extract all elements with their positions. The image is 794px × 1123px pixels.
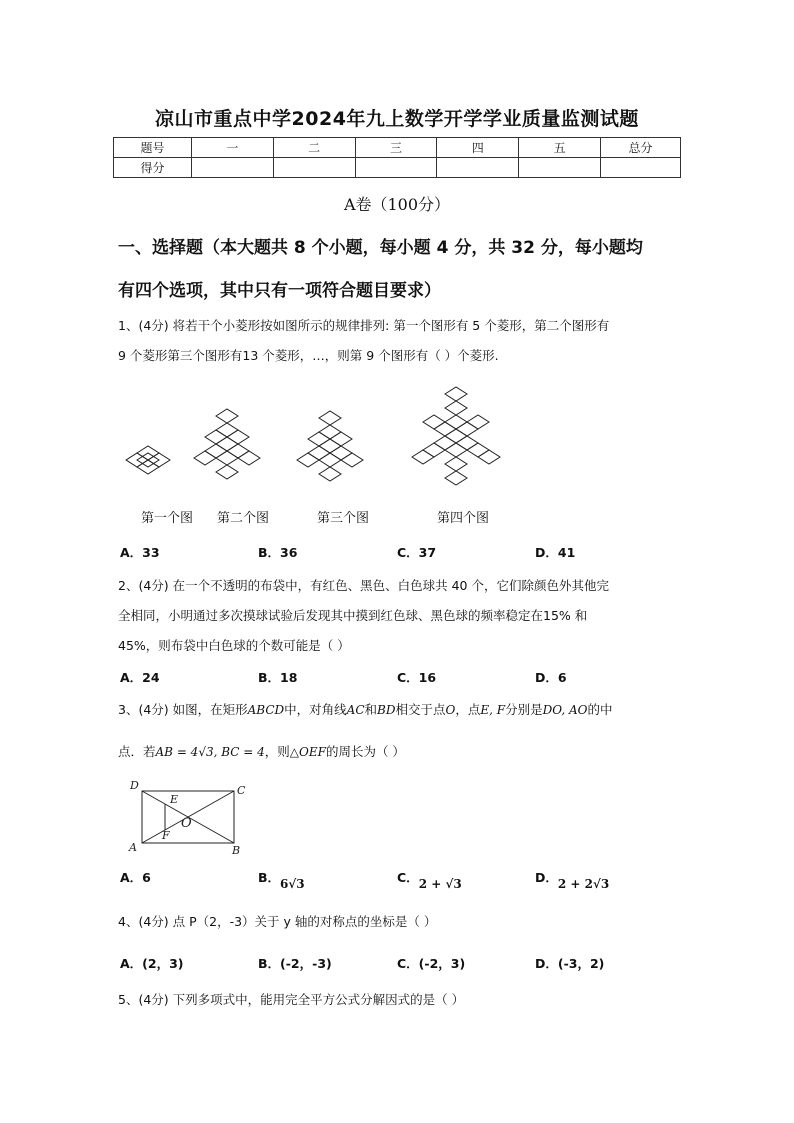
rhombus-shape bbox=[434, 422, 456, 436]
q3-text: 中，对角线 bbox=[284, 702, 347, 717]
rhombus-shape bbox=[319, 439, 341, 453]
score-blank-cell bbox=[273, 158, 355, 178]
q3-text: ，则 bbox=[264, 744, 290, 759]
q3-math: AB = 4√3, BC = 4 bbox=[155, 745, 265, 759]
rhombus-shape bbox=[423, 415, 445, 429]
q1-text-line1: 1、(4分) 将若干个小菱形按如图所示的规律排列: 第一个图形有 5 个菱形，第二个图形有 bbox=[118, 318, 610, 333]
q1-option-c: C．37 bbox=[397, 545, 437, 560]
rhombus-shape bbox=[216, 451, 238, 465]
score-blank-cell bbox=[519, 158, 601, 178]
q2-text-line2: 全相同，小明通过多次摸球试验后发现其中摸到红色球、黑色球的频率稳定在15% 和 bbox=[118, 608, 588, 623]
rhombus-shape bbox=[456, 436, 478, 450]
rhombus-shape bbox=[445, 443, 467, 457]
q3-option-b-math: 6√3 bbox=[280, 877, 305, 891]
score-table bbox=[113, 137, 681, 178]
rhombus-shape bbox=[216, 437, 238, 451]
q1-option-a: A．33 bbox=[120, 545, 160, 560]
rhombus-shape bbox=[412, 450, 434, 464]
rhombus-shape bbox=[205, 444, 227, 458]
q3-math: ABCD bbox=[247, 703, 285, 717]
q3-text: 的中 bbox=[587, 702, 613, 717]
q3-option-d-label: D． bbox=[535, 870, 558, 885]
q2-text-line3: 45%，则布袋中白色球的个数可能是（ ） bbox=[118, 638, 350, 653]
score-cell: 总分 bbox=[601, 138, 681, 158]
q3-math: DO, AO bbox=[542, 703, 588, 717]
label-d: D bbox=[130, 779, 139, 792]
rhombus-shape bbox=[319, 411, 341, 425]
score-cell: 得分 bbox=[114, 158, 192, 178]
rhombus-shape bbox=[227, 430, 249, 444]
rhombus-shape bbox=[456, 422, 478, 436]
q3-option-c-label: C． bbox=[397, 870, 419, 885]
score-blank-cell bbox=[437, 158, 519, 178]
label-e: E bbox=[170, 793, 179, 806]
rhombus-shape bbox=[216, 423, 238, 437]
q1-text-line2: 9 个菱形第三个图形有13 个菱形，…，则第 9 个图形有（ ）个菱形. bbox=[118, 348, 499, 363]
rhombus-shape bbox=[341, 453, 363, 467]
rhombus-shape bbox=[319, 467, 341, 481]
label-o: O bbox=[181, 816, 192, 831]
score-blank-cell bbox=[601, 158, 681, 178]
label-b: B bbox=[232, 844, 241, 856]
rhombus-shape bbox=[445, 387, 467, 401]
q4-option-d: D．(-3，2) bbox=[535, 956, 605, 971]
exam-title: 凉山市重点中学2024年九上数学开学学业质量监测试题 bbox=[155, 108, 639, 130]
rhombus-shape bbox=[445, 457, 467, 471]
score-cell: 题号 bbox=[114, 138, 192, 158]
q2-option-b: B．18 bbox=[258, 670, 298, 685]
rhombus-shape bbox=[434, 436, 456, 450]
q3-math: O bbox=[445, 703, 456, 717]
rhombus-pattern-figure bbox=[110, 380, 540, 495]
figure-caption-2: 第二个图 bbox=[217, 511, 270, 526]
q2-option-a: A．24 bbox=[120, 670, 160, 685]
q3-option-b-label: B． bbox=[258, 870, 281, 885]
rhombus-shape bbox=[445, 401, 467, 415]
q2-text-line1: 2、(4分) 在一个不透明的布袋中，有红色、黑色、白色球共 40 个，它们除颜色外其他完 bbox=[118, 578, 609, 593]
figure-caption-1: 第一个图 bbox=[141, 511, 194, 526]
q3-option-c-math: 2 + √3 bbox=[418, 877, 462, 891]
q3-math: △OEF bbox=[289, 745, 326, 759]
q3-text: ，点 bbox=[455, 702, 481, 717]
rhombus-shape bbox=[297, 453, 319, 467]
score-blank-cell bbox=[191, 158, 273, 178]
q3-option-c bbox=[397, 868, 462, 891]
q3-math: BD bbox=[377, 703, 396, 717]
q3-text-line2 bbox=[118, 742, 678, 760]
rhombus-shape bbox=[205, 430, 227, 444]
q2-option-d: D．6 bbox=[535, 670, 567, 685]
paper-part-heading: A卷（100分） bbox=[343, 195, 451, 214]
rhombus-shape bbox=[478, 450, 500, 464]
q3-text: 分别是 bbox=[505, 702, 543, 717]
rhombus-shape bbox=[467, 415, 489, 429]
rhombus-shape bbox=[308, 432, 330, 446]
q3-text: 的周长为（ ） bbox=[325, 744, 405, 759]
rhombus-shape bbox=[216, 465, 238, 479]
score-cell: 一 bbox=[191, 138, 273, 158]
rhombus-shape bbox=[227, 444, 249, 458]
score-blank-cell bbox=[355, 158, 437, 178]
rhombus-shape bbox=[445, 415, 467, 429]
q3-text-line1 bbox=[118, 700, 678, 718]
rhombus-shape bbox=[308, 446, 330, 460]
q5-text-line1: 5、(4分) 下列多项式中，能用完全平方公式分解因式的是（ ） bbox=[118, 992, 465, 1007]
section-heading-line1: 一、选择题（本大题共 8 个小题，每小题 4 分，共 32 分，每小题均 bbox=[118, 238, 643, 258]
rhombus-shape bbox=[194, 451, 216, 465]
score-cell: 二 bbox=[273, 138, 355, 158]
q1-option-b: B．36 bbox=[258, 545, 298, 560]
label-a: A bbox=[129, 841, 137, 854]
rhombus-shape bbox=[216, 409, 238, 423]
q3-text: 3、(4分) 如图，在矩形 bbox=[118, 702, 248, 717]
score-cell: 四 bbox=[437, 138, 519, 158]
q3-option-d bbox=[535, 868, 610, 891]
rhombus-shape bbox=[330, 432, 352, 446]
q4-option-b: B．(-2，-3) bbox=[258, 956, 332, 971]
rhombus-shape bbox=[319, 425, 341, 439]
score-cell: 五 bbox=[519, 138, 601, 158]
figure-caption-3: 第三个图 bbox=[317, 511, 370, 526]
q1-option-d: D．41 bbox=[535, 545, 576, 560]
rhombus-shape bbox=[238, 451, 260, 465]
q4-option-a: A．(2，3) bbox=[120, 956, 184, 971]
q3-option-a: A．6 bbox=[120, 870, 151, 885]
rectangle-abcd-figure bbox=[126, 776, 256, 856]
q3-text: 点．若 bbox=[118, 744, 156, 759]
q3-math: E, F bbox=[480, 703, 506, 717]
score-table-header-row bbox=[114, 138, 681, 158]
label-c: C bbox=[237, 784, 246, 797]
q2-option-c: C．16 bbox=[397, 670, 437, 685]
rhombus-shape bbox=[467, 443, 489, 457]
section-heading-line2: 有四个选项，其中只有一项符合题目要求） bbox=[118, 281, 441, 301]
q3-math: AC bbox=[346, 703, 365, 717]
q3-text: 和 bbox=[364, 702, 378, 717]
figure-caption-4: 第四个图 bbox=[437, 511, 490, 526]
label-f: F bbox=[162, 829, 170, 842]
rhombus-shape bbox=[445, 471, 467, 485]
q4-text-line1: 4、(4分) 点 P（2，-3）关于 y 轴的对称点的坐标是（ ） bbox=[118, 914, 437, 929]
q3-text: 相交于点 bbox=[395, 702, 446, 717]
rhombus-shape bbox=[445, 429, 467, 443]
score-cell: 三 bbox=[355, 138, 437, 158]
q3-option-d-math: 2 + 2√3 bbox=[557, 877, 610, 891]
q3-option-b bbox=[258, 868, 305, 891]
score-table-score-row bbox=[114, 158, 681, 178]
q4-option-c: C．(-2，3) bbox=[397, 956, 466, 971]
rhombus-shape bbox=[423, 443, 445, 457]
rhombus-shape bbox=[330, 446, 352, 460]
rhombus-shape bbox=[319, 453, 341, 467]
